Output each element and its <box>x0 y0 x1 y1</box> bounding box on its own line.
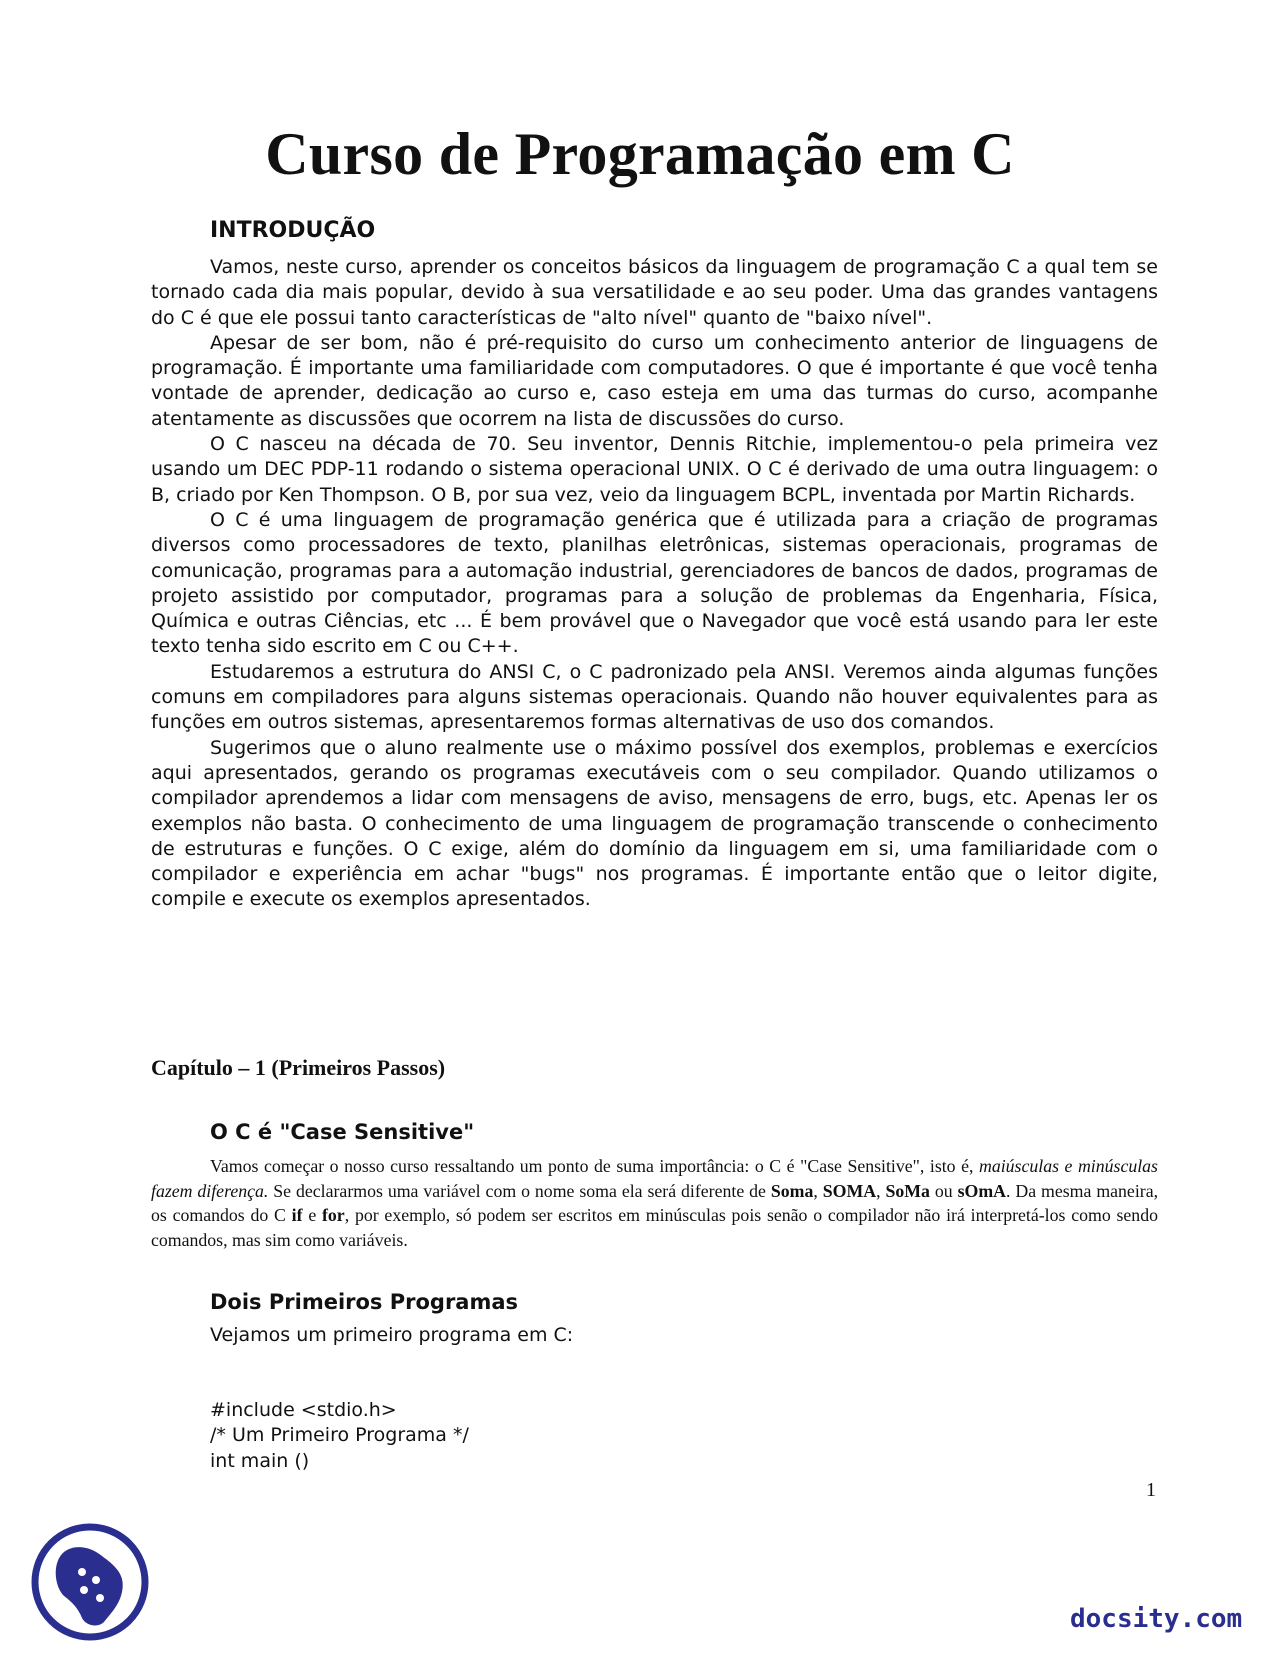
text-run: , por exemplo, só podem ser escritos em minúsculas pois senão o compilador não irá interpretá-los como sendo comandos, mas sim como variáveis. <box>151 1205 1158 1250</box>
chapter-heading: Capítulo – 1 (Primeiros Passos) <box>151 1055 446 1080</box>
intro-paragraph: Sugerimos que o aluno realmente use o máximo possível dos exemplos, problemas e exercícios aqui apresentados, gerando os programas executáveis com o seu compilador. Quando utilizamos o compilador aprendemos a lidar com mensagens de aviso, mensagens de erro, bugs, etc. Apenas ler os exemplos não basta. O conhecimento de uma linguagem de programação transcende o conhecimento de estruturas e funções. O C exige, além do domínio da linguagem em si, uma familiaridade com o compilador e experiência em achar "bugs" nos programas. É importante então que o leitor digite, compile e execute os exemplos apresentados. <box>151 736 1158 911</box>
page-title: Curso de Programação em C <box>265 121 1015 187</box>
bold-term: sOmA <box>957 1180 1006 1201</box>
text-run: , <box>876 1180 886 1201</box>
code-block <box>210 1398 469 1474</box>
intro-heading: INTRODUÇÃO <box>210 218 376 243</box>
case-sensitive-heading: O C é "Case Sensitive" <box>210 1120 475 1144</box>
code-line: /* Um Primeiro Programa */ <box>210 1424 469 1447</box>
docsity-logo-icon <box>30 1522 150 1642</box>
programs-heading: Dois Primeiros Programas <box>210 1290 519 1314</box>
intro-paragraph: O C nasceu na década de 70. Seu inventor, Dennis Ritchie, implementou-o pela primeira vez usando um DEC PDP-11 rodando o sistema operacional UNIX. O C é derivado de uma outra linguagem: o B, criado por Ken Thompson. O B, por sua vez, veio da linguagem BCPL, inventada por Martin Richards. <box>151 433 1158 506</box>
bold-term: for <box>322 1205 345 1225</box>
intro-paragraph: Apesar de ser bom, não é pré-requisito do curso um conhecimento anterior de linguagens de programação. É importante uma familiaridade com computadores. O que é importante é que você tenha vontade de aprender, dedicação ao curso e, caso esteja em uma das turmas do curso, acompanhe atentamente as discussões que ocorrem na lista de discussões do curso. <box>151 331 1158 430</box>
intro-paragraph: O C é uma linguagem de programação genérica que é utilizada para a criação de programas diversos como processadores de texto, planilhas eletrônicas, sistemas operacionais, programas de comunicação, programas para a automação industrial, gerenciadores de bancos de dados, programas de projeto assistido por computador, programas para a solução de problemas da Engenharia, Física, Química e outras Ciências, etc ... É bem provável que o Navegador que você está usando para ler este texto tenha sido escrito em C ou C++. <box>151 508 1158 658</box>
text-run: e <box>302 1205 322 1225</box>
intro-body <box>151 255 1158 913</box>
text-run: . Da mesma maneira, os comandos do C <box>151 1180 1159 1225</box>
code-line: int main () <box>210 1449 310 1472</box>
bold-term: if <box>291 1205 303 1225</box>
bold-term: Soma <box>770 1180 814 1201</box>
emphasis-text: maiúsculas e minúsculas fazem diferença. <box>151 1156 1158 1201</box>
text-run: , <box>813 1180 823 1201</box>
docsity-brand-link[interactable]: docsity.com <box>1070 1604 1243 1634</box>
text-run: ou <box>929 1180 958 1201</box>
programs-intro: Vejamos um primeiro programa em C: <box>210 1324 574 1346</box>
intro-paragraph: Vamos, neste curso, aprender os conceitos básicos da linguagem de programação C a qual tem se tornado cada dia mais popular, devido à sua versatilidade e ao seu poder. Uma das grandes vantagens do C é que ele possui tanto características de "alto nível" quanto de "baixo nível". <box>151 256 1158 329</box>
text-run: Vamos começar o nosso curso ressaltando um ponto de suma importância: o C é "Case Sensitive", isto é, <box>210 1156 979 1176</box>
bold-term: SoMa <box>885 1180 930 1201</box>
code-line: #include <stdio.h> <box>210 1399 397 1421</box>
page-number: 1 <box>1146 1479 1156 1501</box>
intro-paragraph: Estudaremos a estrutura do ANSI C, o C padronizado pela ANSI. Veremos ainda algumas funções comuns em compiladores para alguns sistemas operacionais. Quando não houver equivalentes para as funções em outros sistemas, apresentaremos formas alternativas de uso dos comandos. <box>151 660 1158 734</box>
bold-term: SOMA <box>822 1180 877 1201</box>
case-sensitive-paragraph <box>151 1154 1158 1252</box>
text-run: Se declararmos uma variável com o nome soma ela será diferente de <box>268 1180 771 1201</box>
